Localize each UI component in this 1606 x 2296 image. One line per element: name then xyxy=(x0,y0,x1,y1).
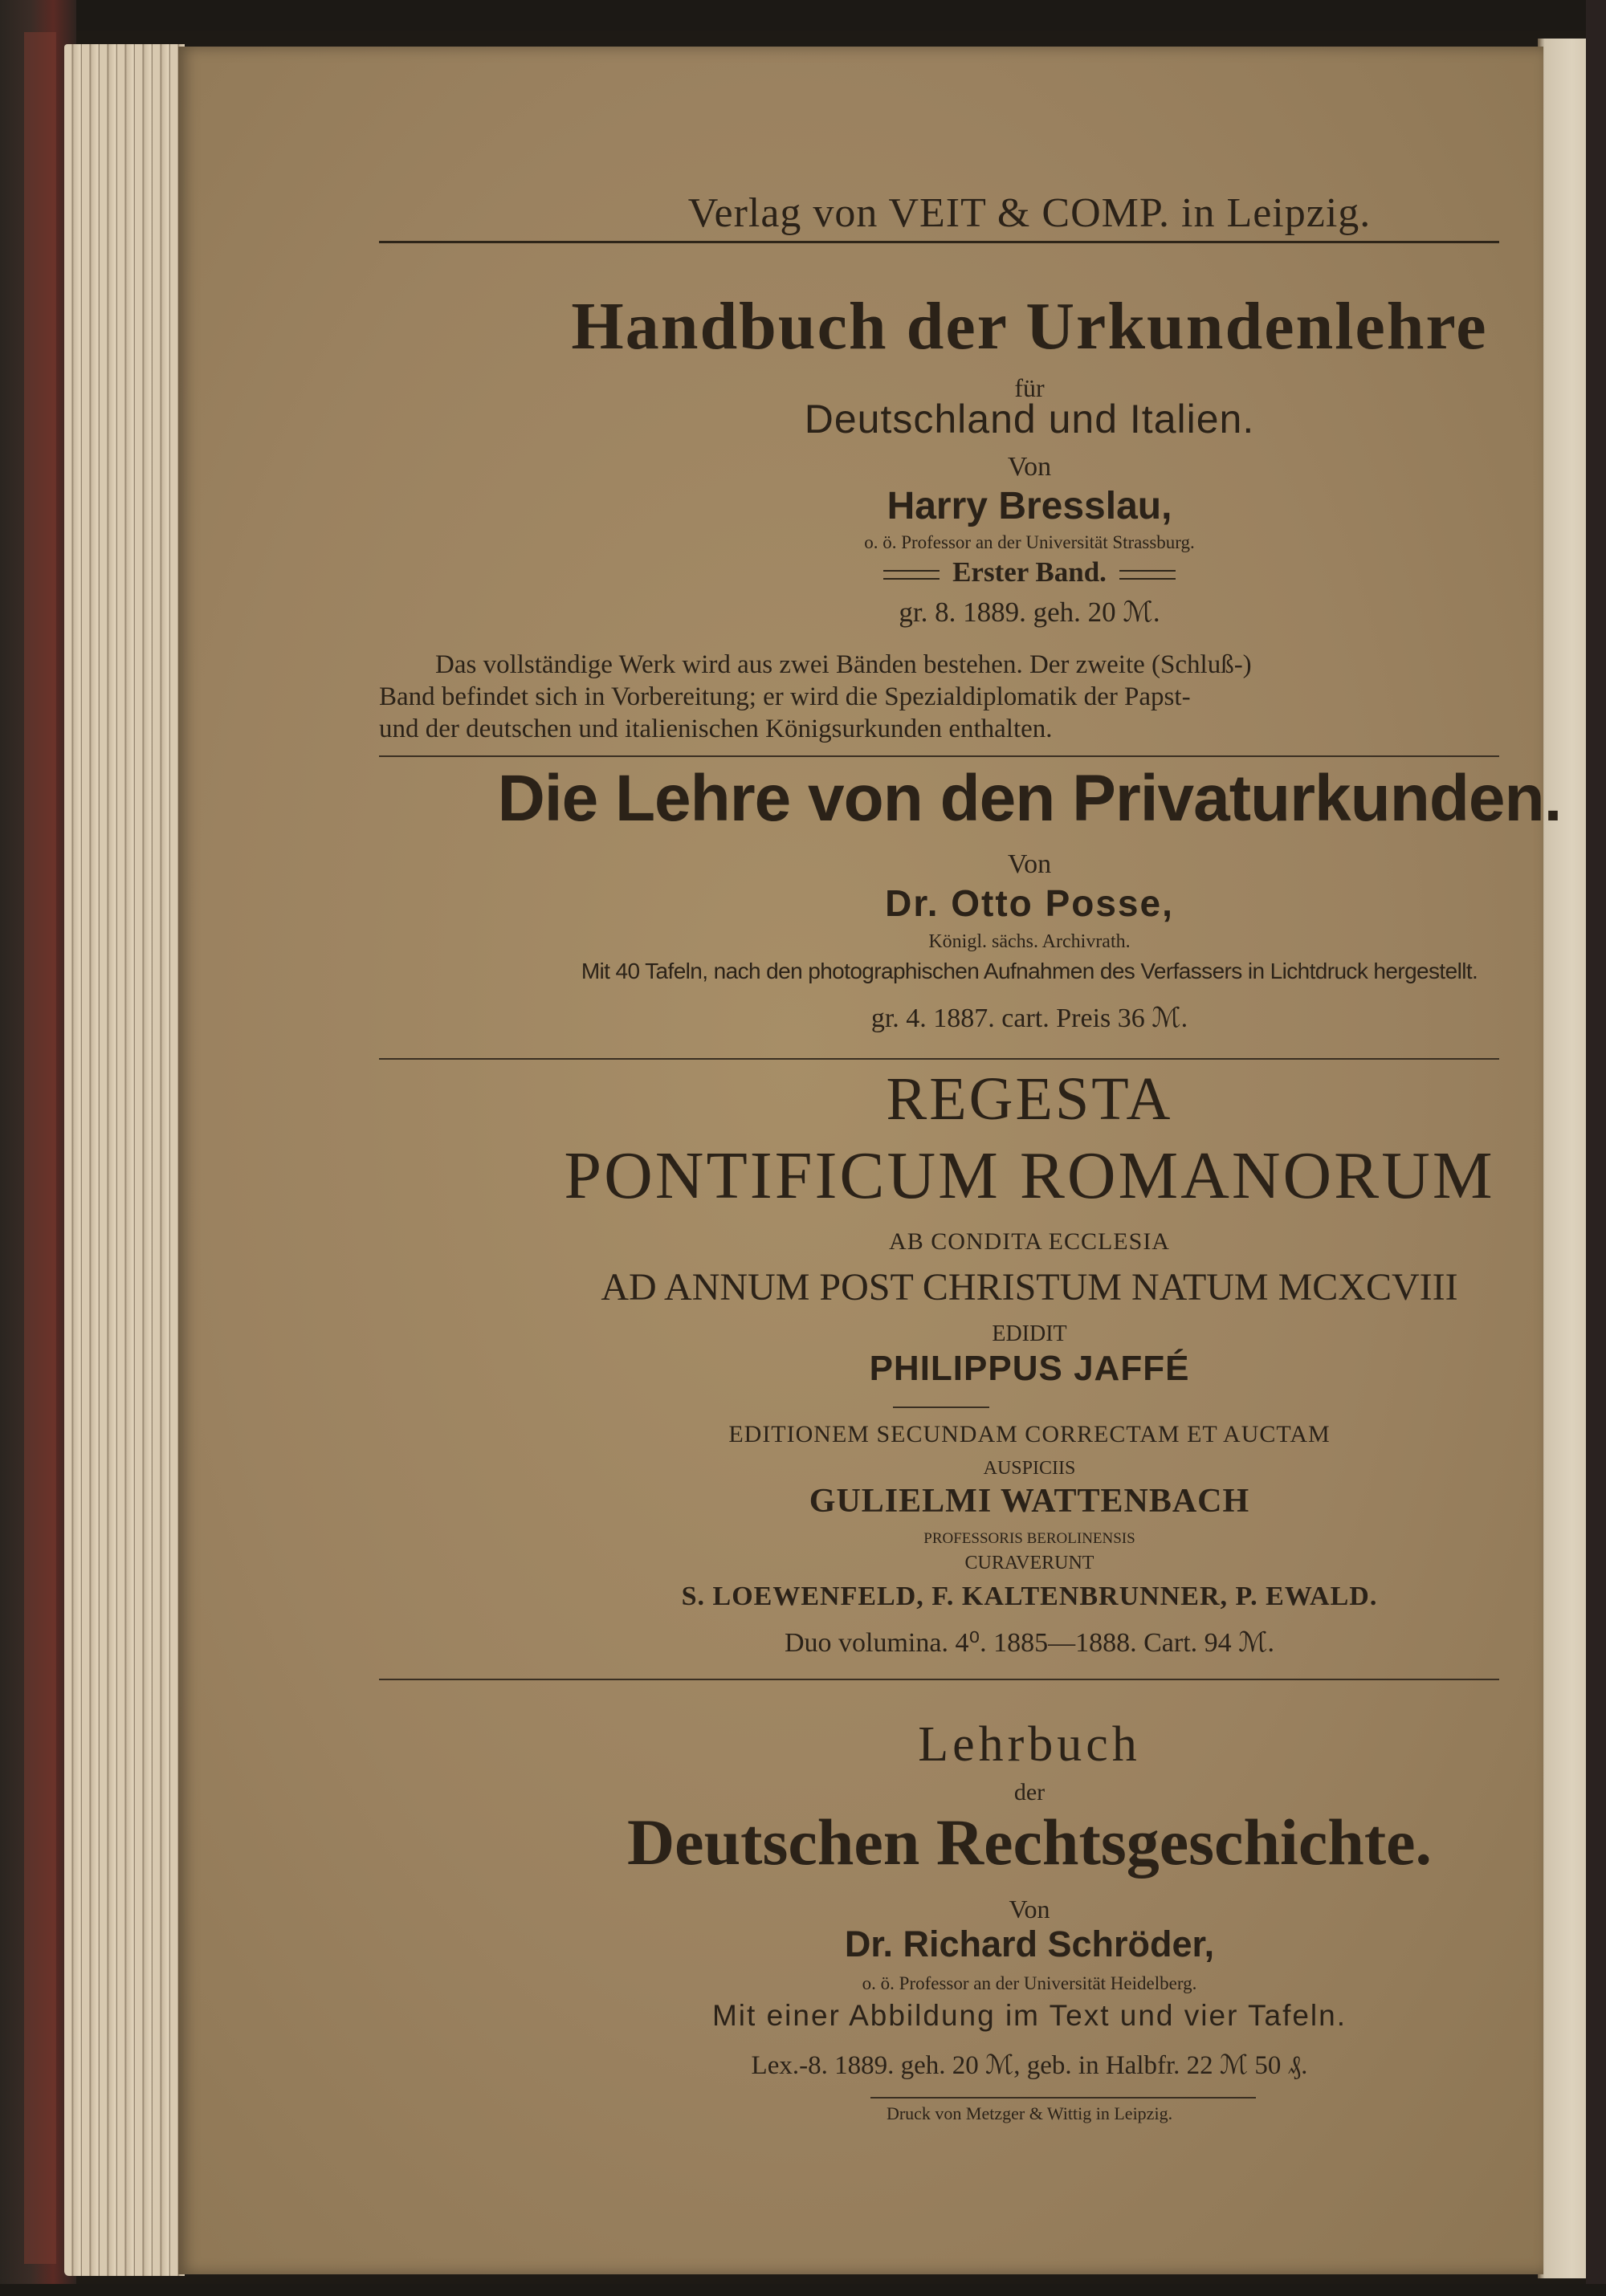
ad3-auspiciis: AUSPICIIS xyxy=(983,1458,1076,1479)
ad3-curators: S. LOEWENFELD, F. KALTENBRUNNER, P. EWALD. xyxy=(681,1582,1378,1611)
page-edges xyxy=(64,44,185,2276)
ad1-volume-line xyxy=(379,556,1606,588)
ad3-title2: PONTIFICUM ROMANORUM xyxy=(564,1138,1495,1213)
ad1-details: gr. 8. 1889. geh. 20 ℳ. xyxy=(899,596,1160,628)
advertisement-page xyxy=(178,47,1562,2274)
ad4-author: Dr. Richard Schröder, xyxy=(844,1924,1215,1964)
publisher-header: Verlag von VEIT & COMP. in Leipzig. xyxy=(687,190,1372,236)
ad1-fuer: für xyxy=(1014,373,1045,402)
ornament-right xyxy=(1119,570,1176,580)
ad1-note-line3: und der deutschen und italienischen Königsurkunden enthalten. xyxy=(379,714,1053,743)
ad1-volume: Erster Band. xyxy=(952,556,1107,588)
ad4-der: der xyxy=(1013,1779,1046,1805)
ad1-note-line2: Band befindet sich in Vorbereitung; er wird die Spezialdiplomatik der Papst- xyxy=(379,682,1191,711)
top-background xyxy=(0,0,1606,31)
ad1-author: Harry Bresslau, xyxy=(887,485,1172,527)
ad3-patron-title: PROFESSORIS BEROLINENSIS xyxy=(923,1530,1135,1547)
rule-3 xyxy=(379,1679,1499,1680)
ad1-von: Von xyxy=(1007,452,1052,482)
ad3-line2: AD ANNUM POST CHRISTUM NATUM MCXCVIII xyxy=(601,1266,1458,1309)
ad3-details: Duo volumina. 4⁰. 1885—1888. Cart. 94 ℳ. xyxy=(784,1628,1274,1658)
ad3-short-rule xyxy=(893,1407,989,1408)
ad2-title: Die Lehre von den Privaturkunden. xyxy=(497,762,1562,835)
ad1-title: Handbuch der Urkundenlehre xyxy=(571,289,1488,364)
bottom-background xyxy=(0,2284,1606,2296)
ad4-title2: Deutschen Rechtsgeschichte. xyxy=(626,1805,1433,1879)
ad1-subtitle: Deutschland und Italien. xyxy=(804,397,1255,442)
ad4-author-title: o. ö. Professor an der Universität Heidelberg. xyxy=(862,1973,1197,1993)
rule-1 xyxy=(379,755,1499,757)
ad3-edition: EDITIONEM SECUNDAM CORRECTAM ET AUCTAM xyxy=(728,1421,1331,1447)
ornament-left xyxy=(883,570,940,580)
ad3-title1: REGESTA xyxy=(886,1065,1173,1133)
ad1-author-title: o. ö. Professor an der Universität Strassburg. xyxy=(864,532,1195,552)
ad4-details: Lex.-8. 1889. geh. 20 ℳ, geb. in Halbfr. 22 ℳ 50 ₰. xyxy=(751,2051,1308,2080)
ad3-curaverunt: CURAVERUNT xyxy=(964,1553,1094,1573)
ad4-von: Von xyxy=(1009,1895,1050,1924)
header-rule xyxy=(379,241,1499,243)
footer-rule xyxy=(870,2097,1256,2099)
ad3-patron: GULIELMI WATTENBACH xyxy=(809,1483,1250,1520)
ad1-note-line1: Das vollständige Werk wird aus zwei Bänden bestehen. Der zweite (Schluß-) xyxy=(435,650,1252,679)
ad2-author-title: Königl. sächs. Archivrath. xyxy=(928,931,1131,952)
ad2-author: Dr. Otto Posse, xyxy=(885,882,1174,924)
ad2-von: Von xyxy=(1007,849,1052,879)
ad2-note: Mit 40 Tafeln, nach den photographischen Aufnahmen des Verfassers in Lichtdruck hergestellt. xyxy=(581,959,1478,983)
ad3-line1: AB CONDITA ECCLESIA xyxy=(889,1228,1170,1255)
ad1-note xyxy=(379,649,1606,745)
ad3-edidit: EDIDIT xyxy=(992,1321,1067,1346)
ad4-title1: Lehrbuch xyxy=(918,1717,1141,1772)
rule-2 xyxy=(379,1058,1499,1060)
spine-cloth xyxy=(24,32,56,2264)
ad4-note: Mit einer Abbildung im Text und vier Tafeln. xyxy=(711,1999,1347,2032)
ad3-editor: PHILIPPUS JAFFÉ xyxy=(869,1349,1190,1388)
printer-line: Druck von Metzger & Wittig in Leipzig. xyxy=(886,2103,1173,2123)
ad2-details: gr. 4. 1887. cart. Preis 36 ℳ. xyxy=(870,1003,1188,1033)
